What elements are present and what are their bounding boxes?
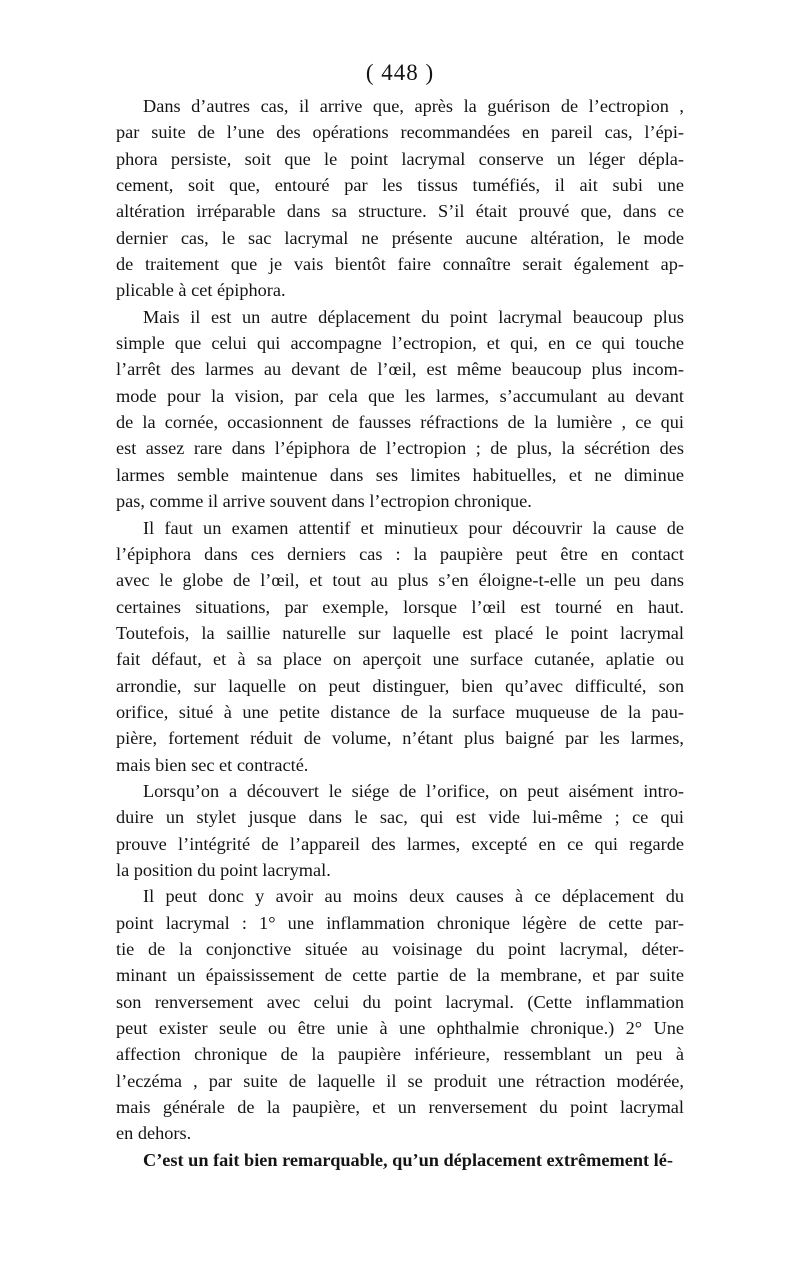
paragraph	[116, 1147, 684, 1173]
text-line: mais générale de la paupière, et un renversement du point lacrymal	[116, 1097, 684, 1118]
text-line: larmes semble maintenue dans ses limites habituelles, et ne diminue	[116, 464, 684, 485]
paragraph	[116, 883, 684, 1146]
text-line: mode pour la vision, par cela que les larmes, s’accumulant au devant	[116, 385, 684, 406]
text-line: certaines situations, par exemple, lorsque l’œil est tourné en haut.	[116, 596, 684, 617]
text-line: plicable à cet épiphora.	[116, 280, 286, 301]
text-line: peut exister seule ou être unie à une ophthalmie chronique.) 2° Une	[116, 1018, 684, 1039]
text-line: l’eczéma , par suite de laquelle il se produit une rétraction modérée,	[116, 1070, 684, 1091]
text-line: altération irréparable dans sa structure. S’il était prouvé que, dans ce	[116, 201, 684, 222]
text-line: Dans d’autres cas, il arrive que, après la guérison de l’ectropion ,	[143, 96, 684, 116]
text-line: fait défaut, et à sa place on aperçoit une surface cutanée, aplatie ou	[116, 649, 684, 670]
text-line: en dehors.	[116, 1123, 192, 1144]
text-line: de traitement que je vais bientôt faire connaître serait également ap-	[116, 254, 684, 275]
text-line: l’épiphora dans ces derniers cas : la paupière peut être en contact	[116, 543, 684, 564]
text-line: dernier cas, le sac lacrymal ne présente aucune altération, le mode	[116, 227, 684, 248]
text-line: cement, soit que, entouré par les tissus tuméfiés, il ait subi une	[116, 175, 684, 196]
text-line: duire un stylet jusque dans le sac, qui est vide lui-même ; ce qui	[116, 807, 684, 828]
text-line: de la cornée, occasionnent de fausses réfractions de la lumière , ce qui	[116, 412, 684, 433]
text-line: C’est un fait bien remarquable, qu’un déplacement extrêmement lé-	[143, 1149, 673, 1170]
text-line: par suite de l’une des opérations recommandées en pareil cas, l’épi-	[116, 122, 684, 143]
text-line: l’arrêt des larmes au devant de l’œil, est même beaucoup plus incom-	[116, 359, 684, 380]
text-line: mais bien sec et contracté.	[116, 754, 309, 775]
text-line: Mais il est un autre déplacement du point lacrymal beaucoup plus	[143, 306, 684, 327]
paragraph	[116, 93, 684, 304]
text-line: avec le globe de l’œil, et tout au plus s’en éloigne-t-elle un peu dans	[116, 570, 684, 591]
text-line: la position du point lacrymal.	[116, 859, 331, 880]
text-line: point lacrymal : 1° une inflammation chronique légère de cette par-	[116, 912, 684, 933]
text-line: simple que celui qui accompagne l’ectropion, et qui, en ce qui touche	[116, 333, 684, 354]
text-line: minant un épaississement de cette partie de la membrane, et par suite	[116, 965, 684, 986]
text-line: Il faut un examen attentif et minutieux pour découvrir la cause de	[143, 517, 684, 538]
text-line: Toutefois, la saillie naturelle sur laquelle est placé le point lacrymal	[116, 622, 684, 643]
text-line: tie de la conjonctive située au voisinage du point lacrymal, déter-	[116, 939, 684, 959]
body-text	[116, 93, 684, 1173]
text-line: pas, comme il arrive souvent dans l’ectropion chronique.	[116, 491, 532, 512]
page-number: ( 448 )	[365, 60, 435, 85]
text-line: arrondie, sur laquelle on peut distinguer, bien qu’avec difficulté, son	[116, 675, 684, 696]
text-line: son renversement avec celui du point lacrymal. (Cette inflammation	[116, 991, 684, 1012]
text-line: pière, fortement réduit de volume, n’étant plus baigné par les larmes,	[116, 728, 684, 749]
paragraph	[116, 304, 684, 515]
paragraph	[116, 515, 684, 778]
paragraph	[116, 778, 684, 883]
text-line: phora persiste, soit que le point lacrymal conserve un léger dépla-	[116, 148, 684, 169]
text-line: est assez rare dans l’épiphora de l’ectropion ; de plus, la sécrétion des	[116, 438, 684, 459]
text-line: orifice, situé à une petite distance de la surface muqueuse de la pau-	[116, 701, 684, 722]
text-line: prouve l’intégrité de l’appareil des larmes, excepté en ce qui regarde	[116, 833, 684, 854]
text-line: Il peut donc y avoir au moins deux causes à ce déplacement du	[143, 886, 684, 907]
text-line: affection chronique de la paupière inférieure, ressemblant un peu à	[116, 1044, 684, 1065]
text-line: Lorsqu’on a découvert le siége de l’orifice, on peut aisément intro-	[143, 780, 684, 801]
